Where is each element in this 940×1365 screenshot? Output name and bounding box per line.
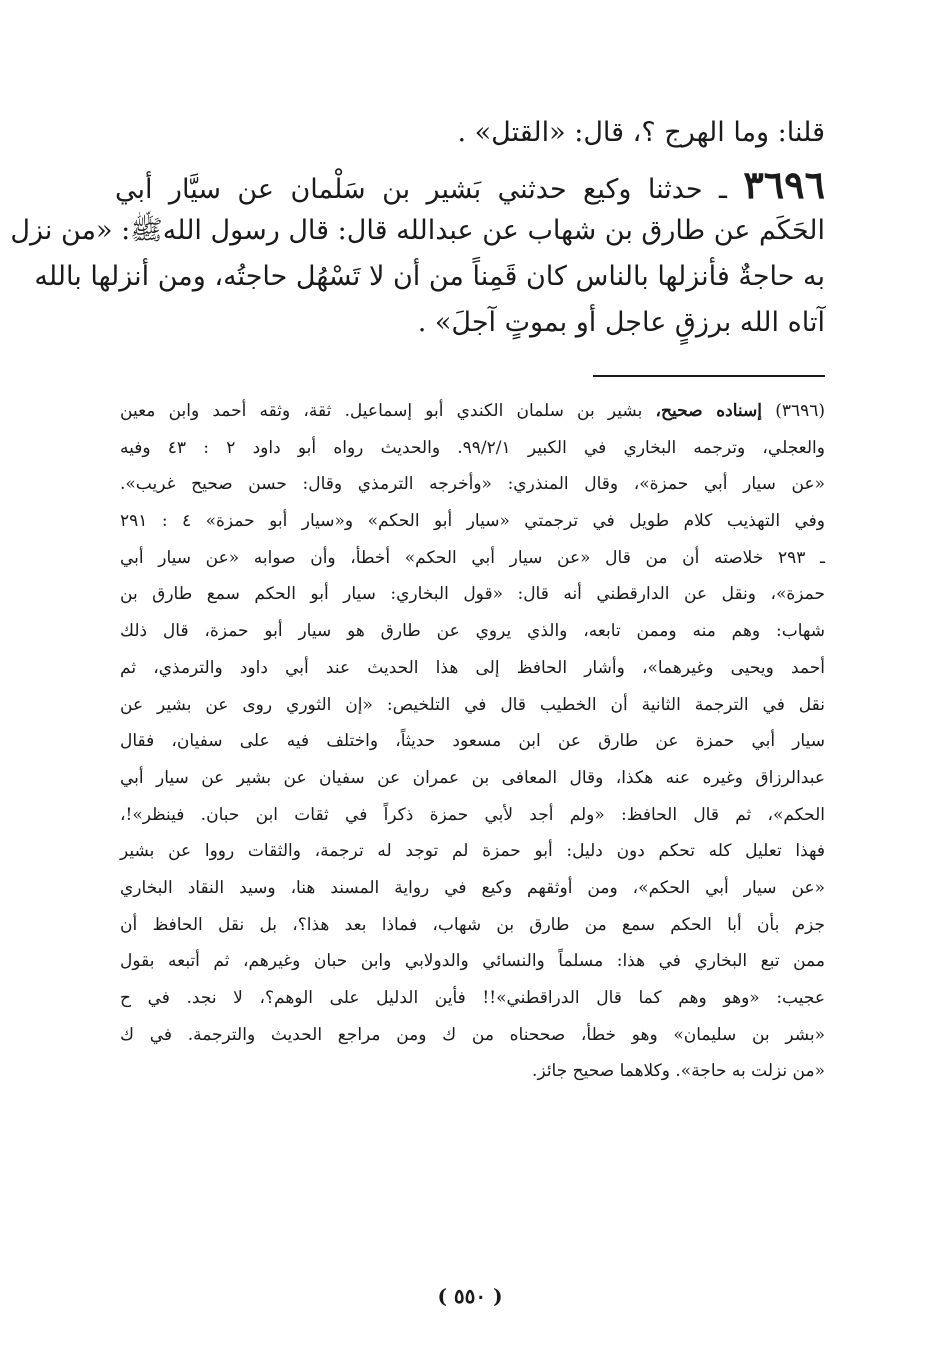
footnote bbox=[120, 393, 825, 1090]
footnote-line: الحكم»، ثم قال الحافظ: «ولم أجد لأبي حمزة ذكراً في ثقات ابن حبان. فينظر»!، bbox=[120, 804, 825, 825]
footnote-number: (٣٦٩٦) bbox=[775, 401, 826, 421]
hadith-line-2: ـ حدثنا وكيع حدثني بَشير بن سَلْمان عن سيَّار أبي bbox=[115, 174, 727, 205]
footnote-line: ممن تبع البخاري في هذا: مسلماً والنسائي والدولابي وابن حبان وغيرهم، ثم أتبعه بقول bbox=[120, 951, 825, 972]
footnote-line: نقل في الترجمة الثانية أن الخطيب قال في التلخيص: «إن الثوري روى عن بشير عن bbox=[120, 694, 825, 715]
footnote-line-last: «من نزلت به حاجة». وكلاهما صحيح جائز. bbox=[532, 1061, 825, 1082]
footnote-line: فهذا تعليل كله تحكم دون دليل: أبو حمزة لم توجد له ترجمة، والثقات رووا عن بشير bbox=[120, 841, 825, 862]
hadith-number: ٣٦٩٦ bbox=[743, 162, 825, 207]
footnote-line: سيار أبي حمزة عن طارق عن ابن مسعود حديثاً، واختلف فيه على سفيان، فقال bbox=[120, 731, 825, 752]
footnote-line-1 bbox=[120, 393, 825, 430]
hadith-line-3: الحَكَم عن طارق بن شهاب عن عبدالله قال: قال رسول اللهﷺ: «من نزل bbox=[10, 215, 825, 246]
footnote-line: جزم بأن أبا الحكم سمع من طارق بن شهاب، فماذا بعد هذا؟، بل نقل الحافظ أن bbox=[120, 914, 825, 935]
footnote-line: «عن سيار أبي حمزة»، وقال المنذري: «وأخرجه الترمذي وقال: حسن صحيح غريب». bbox=[120, 474, 825, 495]
footnote-line: «بشر بن سليمان» وهو خطأ، صححناه من ك ومن مراجع الحديث والترجمة. في ك bbox=[120, 1024, 825, 1045]
footnote-line-1-text: بشير بن سلمان الكندي أبو إسماعيل. ثقة، وثقه أحمد وابن معين bbox=[120, 401, 643, 421]
page-number: ( ٥٥٠ ) bbox=[437, 1284, 503, 1308]
footnote-line: أحمد ويحيى وغيرهما»، وأشار الحافظ إلى هذا الحديث عند أبي داود والترمذي، ثم bbox=[120, 657, 825, 678]
footnote-line: حمزة»، ونقل عن الدارقطني أنه قال: «قول البخاري: سيار أبو الحكم سمع طارق بن bbox=[120, 584, 825, 605]
hadith-line-5: آتاه الله برزقٍ عاجل أو بموتٍ آجلَ» . bbox=[417, 307, 825, 338]
footnote-line: والعجلي، وترجمه البخاري في الكبير ٩٩/٢/١. والحديث رواه أبو داود ٢ : ٤٣ وفيه bbox=[120, 437, 825, 458]
footnote-verdict: إسناده صحيح، bbox=[655, 401, 763, 421]
hadith-line-4: به حاجةٌ فأنزلها بالناس كان قَمِناً من أن لا تَسْهُل حاجتُه، ومن أنزلها بالله bbox=[34, 261, 825, 292]
footnote-divider bbox=[593, 375, 825, 377]
footnote-line: «عن سيار أبي الحكم»، ومن أوثقهم وكيع في رواية المسند هنا، وسيد النقاد البخاري bbox=[120, 877, 825, 898]
hadith-first-line bbox=[115, 162, 825, 208]
main-text bbox=[10, 110, 825, 346]
footnote-line: وفي التهذيب كلام طويل في ترجمتي «سيار أبو الحكم» و«سيار أبو حمزة» ٤ : ٢٩١ bbox=[120, 511, 825, 532]
main-line-1: قلنا: وما الهرج ؟، قال: «القتل» . bbox=[457, 117, 825, 148]
footnote-line: ـ ٢٩٣ خلاصته أن من قال «عن سيار أبي الحكم» أخطأ، وأن صوابه «عن سيار أبي bbox=[120, 547, 825, 568]
footnote-line: شهاب: وهم منه وممن تابعه، والذي يروي عن طارق هو سيار أبو حمزة، قال ذلك bbox=[120, 621, 825, 642]
footnote-line: عبدالرزاق وغيره عنه هكذا، وقال المعافى بن عمران عن سفيان عن بشير عن سيار أبي bbox=[120, 767, 825, 788]
footnote-line: عجيب: «وهو وهم كما قال الدراقطني»!! فأين الدليل على الوهم؟، لا نجد. في ح bbox=[120, 988, 825, 1008]
